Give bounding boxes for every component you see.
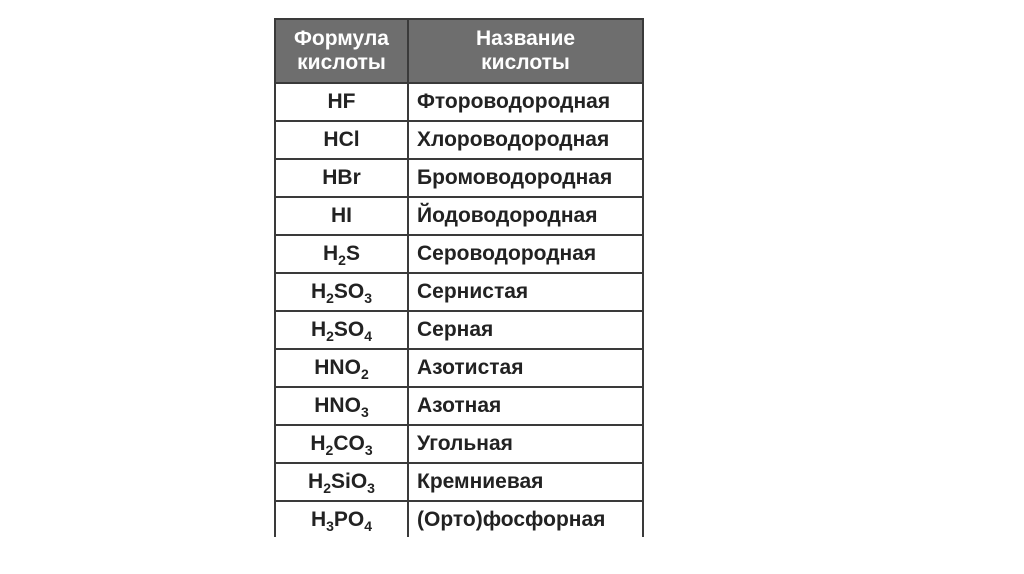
header-formula: [275, 19, 408, 83]
header-formula-line-2: кислоты: [297, 51, 386, 74]
formula-part: H: [310, 280, 327, 303]
table-body: [275, 83, 643, 537]
formula-subscript: 3: [367, 480, 375, 496]
header-formula-line-1: Формула: [294, 27, 389, 50]
acid-table: [274, 18, 644, 537]
acid-name-cell: Сернистая: [408, 273, 643, 311]
formula-cell: [275, 121, 408, 159]
acid-name-cell: Кремниевая: [408, 463, 643, 501]
header-name-line-1: Название: [475, 27, 576, 50]
formula-part: S: [345, 242, 360, 265]
formula-part: SiO: [330, 470, 368, 493]
formula-subscript: 3: [326, 517, 334, 534]
header-name: [408, 19, 643, 83]
formula-part: HI: [331, 204, 352, 227]
formula-cell: [275, 159, 408, 197]
table-row: [275, 235, 643, 273]
formula-subscript: 2: [360, 366, 369, 382]
formula-cell: [275, 463, 408, 501]
formula-part: HCl: [323, 128, 360, 151]
table-header: [275, 19, 643, 83]
formula-subscript: 2: [326, 290, 334, 306]
table-row: [275, 425, 643, 463]
formula-cell: [275, 501, 408, 537]
table-row: [275, 311, 643, 349]
formula-subscript: 2: [325, 442, 334, 458]
acid-name-cell: Угольная: [408, 425, 643, 463]
formula-part: H: [323, 242, 339, 265]
table-row: [275, 387, 643, 425]
table-row: [275, 501, 643, 537]
formula-subscript: 2: [323, 480, 331, 496]
formula-cell: [275, 273, 408, 311]
table-row: [275, 463, 643, 501]
formula-part: CO: [333, 432, 365, 455]
formula-cell: [275, 235, 408, 273]
table-row: [275, 83, 643, 121]
acid-name-cell: Хлороводородная: [408, 121, 643, 159]
formula-part: PO: [333, 507, 365, 531]
formula-subscript: 2: [338, 252, 346, 268]
acid-name-cell: Йодоводородная: [408, 197, 643, 235]
formula-part: HNO: [314, 394, 361, 417]
header-row: [275, 19, 643, 83]
formula-part: H: [310, 318, 327, 341]
header-name-line-2: кислоты: [481, 51, 570, 74]
table-row: [275, 349, 643, 387]
formula-part: SO: [333, 280, 365, 303]
formula-part: HNO: [314, 356, 361, 379]
formula-part: HF: [327, 90, 356, 113]
acid-name-cell: (Орто)фосфорная: [408, 501, 643, 537]
formula-subscript: 3: [360, 404, 369, 420]
formula-subscript: 4: [364, 517, 373, 534]
formula-part: H: [310, 507, 327, 531]
table-row: [275, 121, 643, 159]
formula-subscript: 3: [364, 290, 373, 306]
formula-cell: [275, 387, 408, 425]
acid-name-cell: Фтороводородная: [408, 83, 643, 121]
formula-part: SO: [333, 318, 365, 341]
table-row: [275, 273, 643, 311]
formula-subscript: 2: [326, 328, 334, 344]
formula-part: HBr: [322, 166, 361, 189]
formula-cell: [275, 311, 408, 349]
table-row: [275, 197, 643, 235]
formula-subscript: 4: [364, 328, 373, 344]
acid-name-cell: Азотная: [408, 387, 643, 425]
acid-name-cell: Серная: [408, 311, 643, 349]
table-row: [275, 159, 643, 197]
formula-part: H: [308, 470, 324, 493]
formula-cell: [275, 349, 408, 387]
formula-cell: [275, 83, 408, 121]
acid-name-cell: Бромоводородная: [408, 159, 643, 197]
formula-part: H: [310, 432, 326, 455]
formula-cell: [275, 425, 408, 463]
formula-subscript: 3: [364, 442, 373, 458]
formula-cell: [275, 197, 408, 235]
acid-name-cell: Азотистая: [408, 349, 643, 387]
acid-name-cell: Сероводородная: [408, 235, 643, 273]
